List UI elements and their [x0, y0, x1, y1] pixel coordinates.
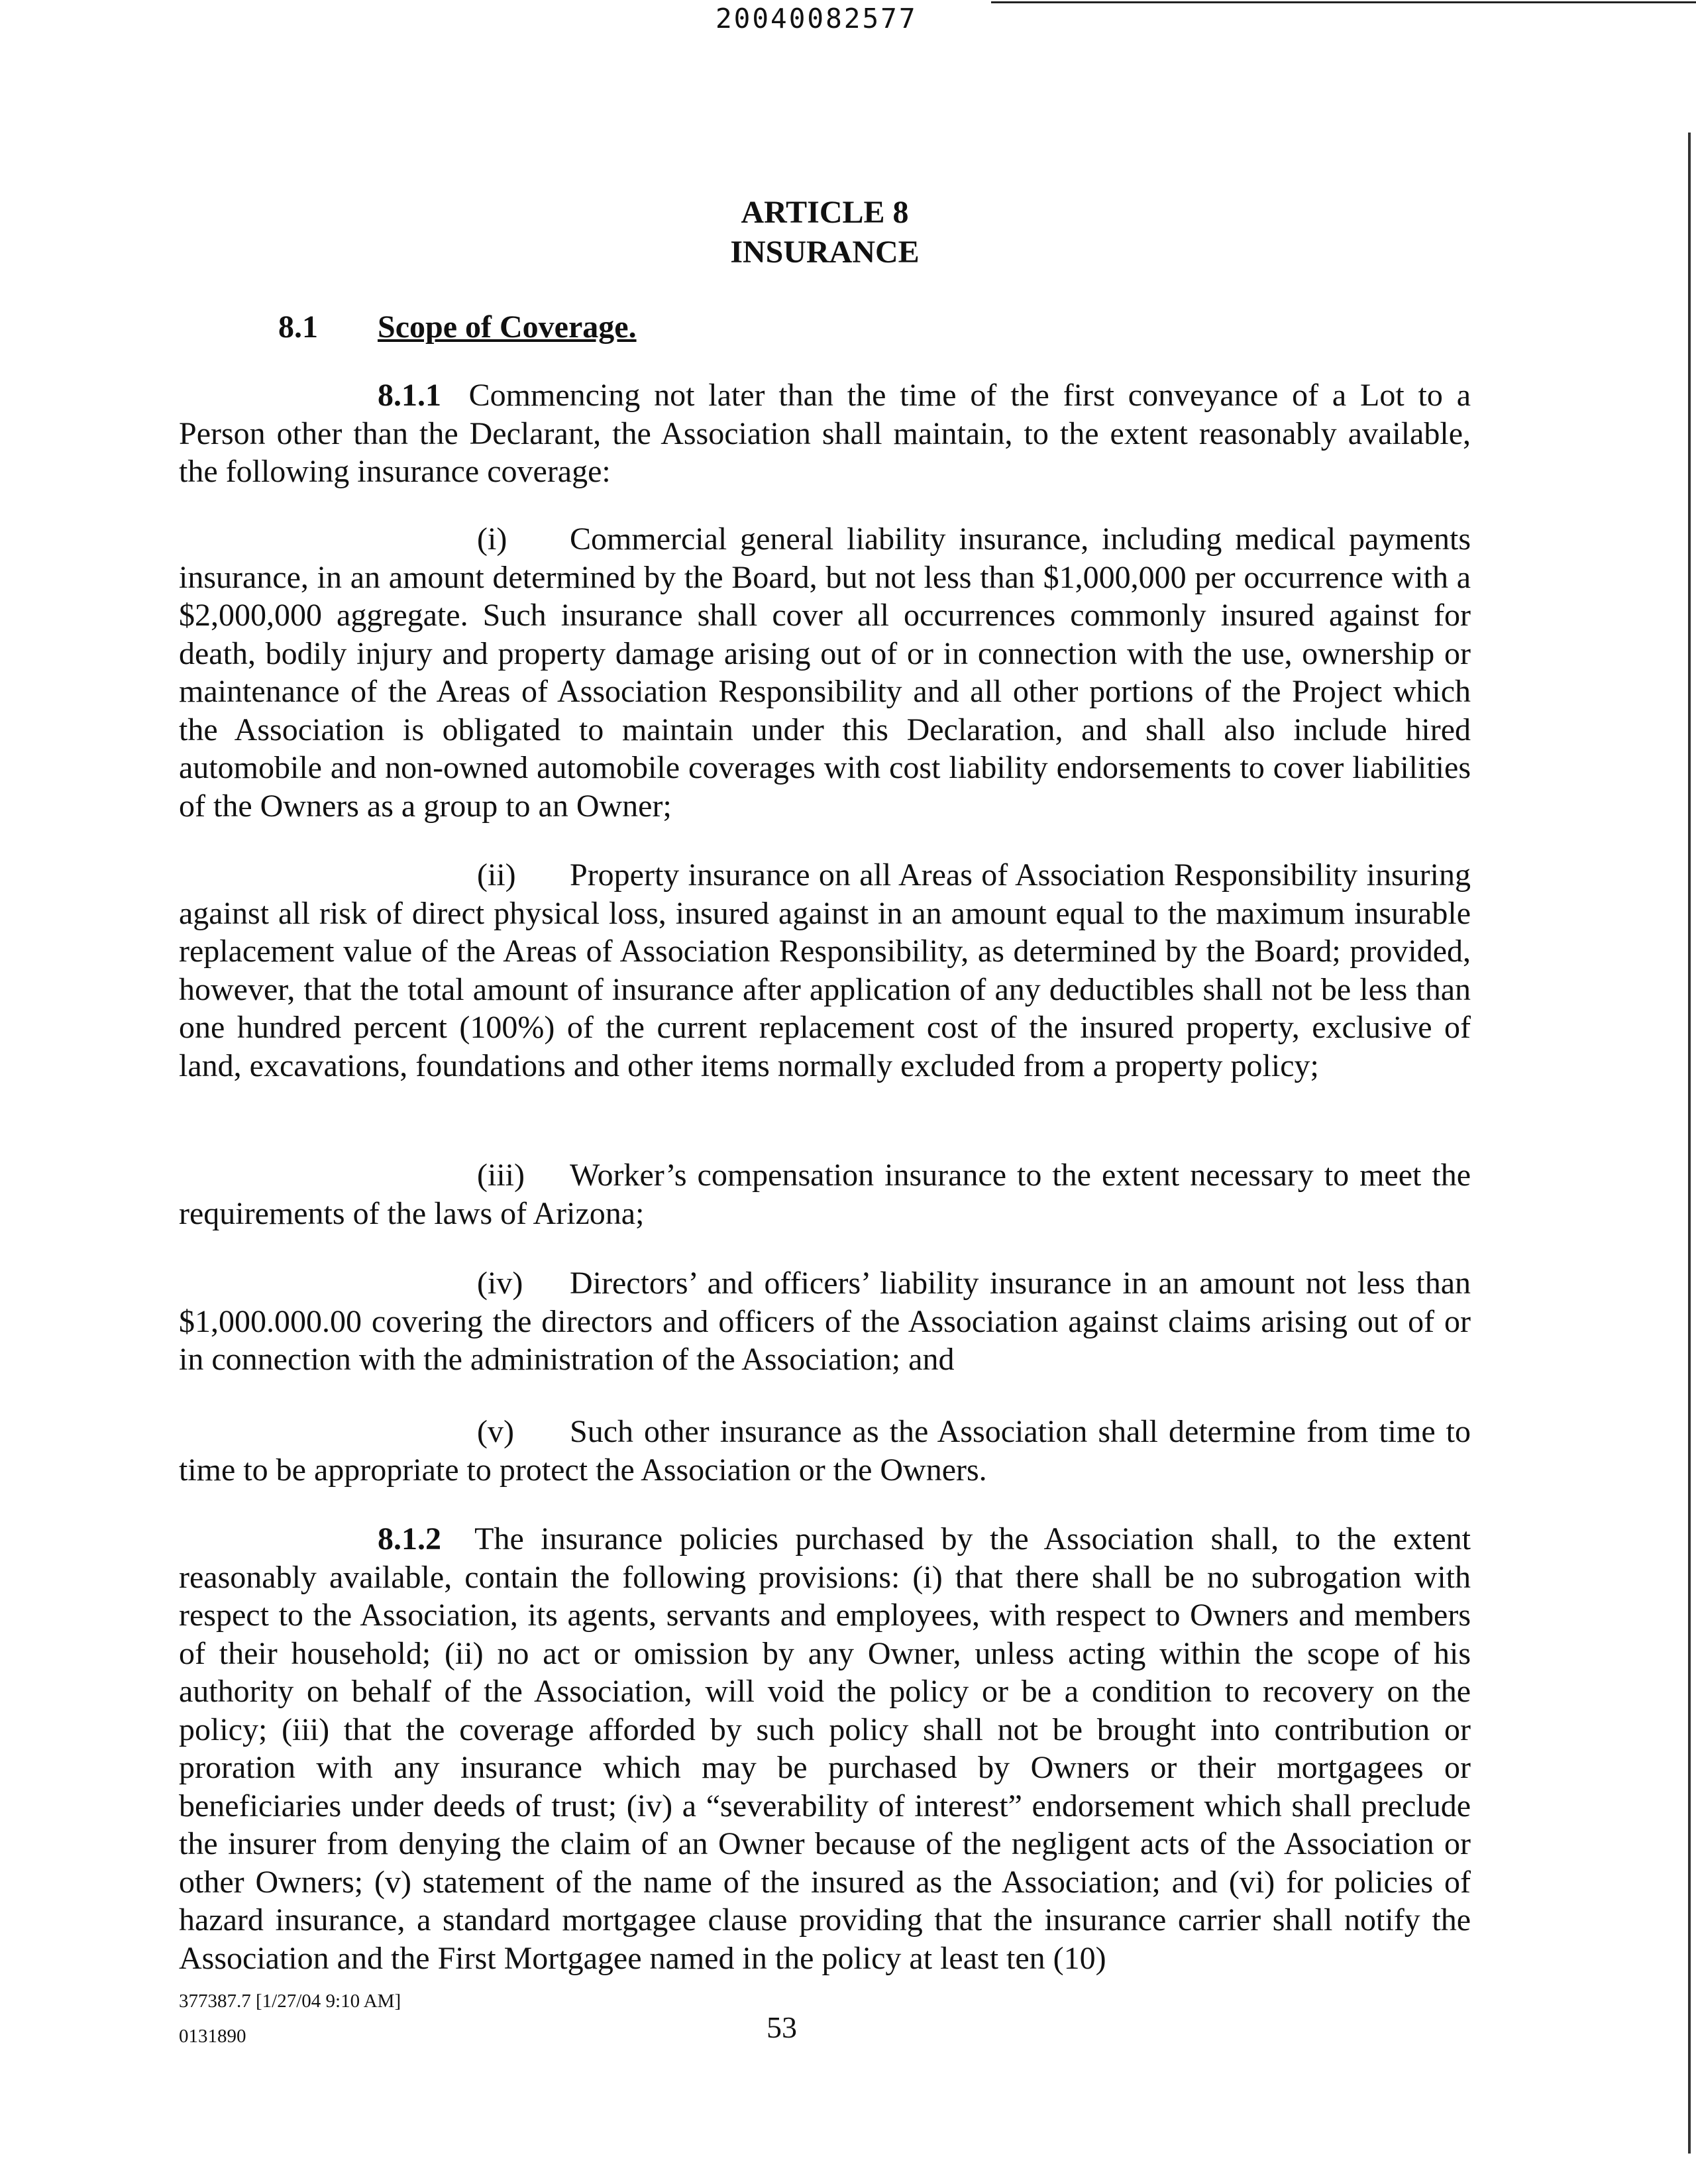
item-marker: (i)	[477, 521, 507, 557]
item-text: Directors’ and officers’ liability insurance in an amount not less than $1,000.000.00 covering the directors and officers of the Association against claims arising out of or in connection with the administration of the Association; and	[179, 1266, 1471, 1377]
section-heading	[278, 308, 637, 347]
item-marker: (iv)	[477, 1266, 523, 1301]
coverage-item-i	[179, 520, 1471, 825]
item-text: Commercial general liability insurance, including medical payments insurance, in an amount determined by the Board, but not less than $1,000,000 per occurrence with a $2,000,000 aggregate. Such insurance shall cover all occurrences commonly insured against for death, bodily injury and property damage arising out of or in connection with the use, ownership or maintenance of the Areas of Association Responsibility and all other portions of the Project which the Association is obligated to maintain under this Declaration, and shall also include hired automobile and non-owned automobile coverages with cost liability endorsements to cover liabilities of the Owners as a group to an Owner;	[179, 521, 1471, 824]
recording-number: 20040082577	[716, 3, 918, 34]
document-reference: 377387.7 [1/27/04 9:10 AM]	[179, 1991, 401, 2012]
paragraph-text: Commencing not later than the time of the first conveyance of a Lot to a Person other than the Declarant, the Association shall maintain, to the extent reasonably available, the following insurance coverage:	[179, 378, 1471, 489]
item-text: Property insurance on all Areas of Association Responsibility insuring against all risk of direct physical loss, insured against in an amount equal to the maximum insurable replacement value of the Areas of Association Responsibility, as determined by the Board; provided, however, that the total amount of insurance after application of any deductibles shall not be less than one hundred percent (100%) of the current replacement cost of the insured property, exclusive of land, excavations, foundations and other items normally excluded from a property policy;	[179, 857, 1471, 1083]
item-marker: (ii)	[477, 857, 516, 893]
section-number: 8.1	[278, 309, 318, 345]
paragraph-text: The insurance policies purchased by the Association shall, to the extent reasonably available, contain the following provisions: (i) that there shall be no subrogation with respect to the Association, its agents, servants and employees, with respect to Owners and members of their household; (ii) no act or omission by any Owner, unless acting within the scope of his authority on behalf of the Association, will void the policy or be a condition to recovery on the policy; (iii) that the coverage afforded by such policy shall not be brought into contribution or proration with any insurance which may be purchased by Owners or their mortgagees or beneficiaries under deeds of trust; (iv) a “severability of interest” endorsement which shall preclude the insurer from denying the claim of an Owner because of the negligent acts of the Association or other Owners; (v) statement of the name of the insured as the Association; and (vi) for policies of hazard insurance, a standard mortgagee clause providing that the insurance carrier shall notify the Association and the First Mortgagee named in the policy at least ten (10)	[179, 1521, 1471, 1976]
article-subject: INSURANCE	[730, 235, 920, 270]
paragraph-number: 8.1.1	[378, 378, 441, 413]
right-margin-line	[1688, 133, 1691, 2154]
paragraph-8-1-1	[179, 376, 1471, 491]
item-text: Worker’s compensation insurance to the extent necessary to meet the requirements of the laws of Arizona;	[179, 1158, 1471, 1231]
coverage-item-iv	[179, 1264, 1471, 1379]
section-title: Scope of Coverage.	[378, 309, 637, 345]
top-border-line	[991, 1, 1696, 3]
page-number: 53	[767, 2010, 797, 2044]
paragraph-8-1-2	[179, 1520, 1471, 1977]
article-number: ARTICLE 8	[741, 195, 909, 230]
coverage-item-iii	[179, 1156, 1471, 1232]
coverage-item-v	[179, 1413, 1471, 1489]
item-marker: (iii)	[477, 1158, 525, 1193]
paragraph-number: 8.1.2	[378, 1521, 441, 1556]
document-code: 0131890	[179, 2026, 246, 2047]
item-text: Such other insurance as the Association shall determine from time to time to be appropriate to protect the Association or the Owners.	[179, 1414, 1471, 1488]
item-marker: (v)	[477, 1414, 514, 1449]
coverage-item-ii	[179, 856, 1471, 1085]
